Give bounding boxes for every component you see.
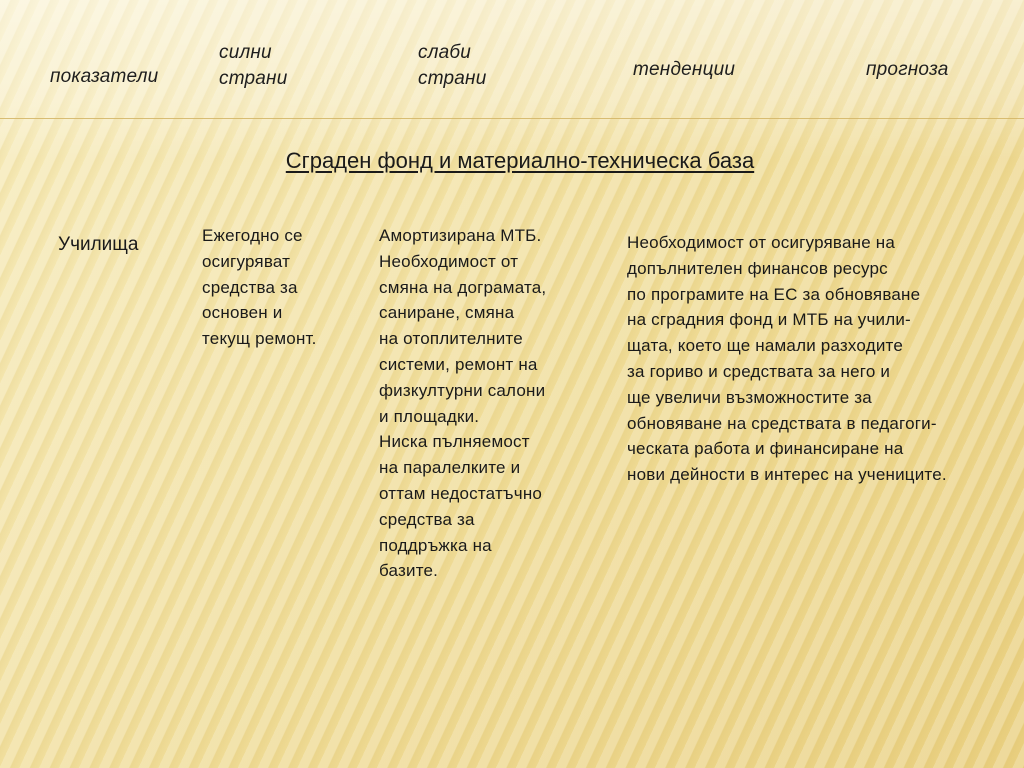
header-strengths: силни страни [219,42,288,89]
header-trends: тенденции [633,59,736,80]
row-label-schools: Училища [58,234,139,255]
cell-strengths: Ежегодно се осигуряват средства за основен и текущ ремонт. [202,226,317,349]
header-indicators: показатели [50,66,159,87]
header-weaknesses: слаби страни [418,42,487,89]
section-title [0,147,1024,175]
header-forecast: прогноза [866,59,949,80]
cell-weaknesses: Амортизирана МТБ. Необходимост от смяна на дограмата, саниране, смяна на отоплителните системи, ремонт на физкултурни салони и площадки. Ниска пълняемост на паралелките и оттам недостатъчно средства за поддръжка на базите. [379,226,547,581]
cell-trends: Необходимост от осигуряване на допълнителен финансов ресурс по програмите на ЕС за обновяване на сградния фонд и МТБ на учили- щата, което ще намали разходите за гориво и средствата за него и ще увеличи възможностите за обновяване на средствата в педагоги- ческата работа и финансиране на нови дейности в интерес на учениците. [627,233,947,485]
section-title-text: Сграден фонд и материално-техническа база [285,148,755,173]
header-divider [0,118,1024,119]
